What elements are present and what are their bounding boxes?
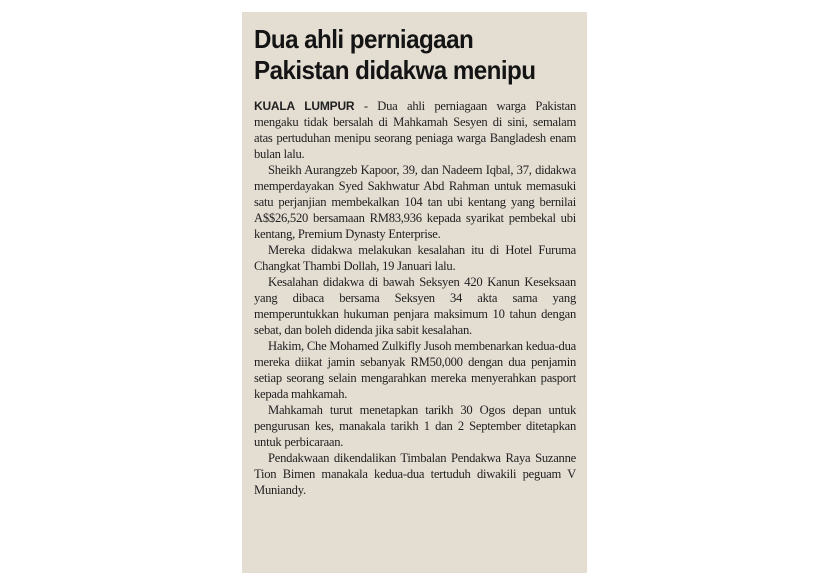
paragraph-prosecution: Pendakwaan dikendalikan Timbalan Pendakwa Raya Suzanne Tion Bimen manakala kedua-dua tertuduh diwakili peguam V Muniandy. <box>254 451 576 497</box>
lead-paragraph <box>254 98 576 162</box>
dateline: KUALA LUMPUR <box>254 99 355 113</box>
newspaper-clipping <box>242 12 587 573</box>
headline <box>254 24 553 86</box>
headline-line-2: Pakistan didakwa menipu <box>254 55 536 85</box>
paragraph-charge: Kesalahan didakwa di bawah Seksyen 420 Kanun Keseksaan yang dibaca bersama Seksyen 34 akta sama yang memperuntukkan hukuman penjara maksimum 10 tahun dengan sebat, dan boleh didenda jika sabit kesalahan. <box>254 275 576 337</box>
paragraph-dates: Mahkamah turut menetapkan tarikh 30 Ogos depan untuk pengurusan kes, manakala tarikh 1 dan 2 September ditetapkan untuk perbicaraan. <box>254 403 576 449</box>
article-body <box>254 98 576 498</box>
paragraph-bail: Hakim, Che Mohamed Zulkifly Jusoh membenarkan kedua-dua mereka diikat jamin sebanyak RM50,000 dengan dua penjamin setiap seorang selain mengarahkan mereka menyerahkan pasport kepada mahkamah. <box>254 339 576 401</box>
lead-text: - Dua ahli perniagaan warga Pakistan mengaku tidak bersalah di Mahkamah Sesyen di sini, semalam atas pertuduhan menipu seorang peniaga warga Bangladesh enam bulan lalu. <box>254 99 576 161</box>
paragraph-location: Mereka didakwa melakukan kesalahan itu di Hotel Furuma Changkat Thambi Dollah, 19 Januari lalu. <box>254 243 576 273</box>
paragraph-accused: Sheikh Aurangzeb Kapoor, 39, dan Nadeem Iqbal, 37, didakwa memperdayakan Syed Sakhwatur Abd Rahman untuk memasuki satu perjanjian membekalkan 104 tan ubi kentang yang bernilai A$$26,520 bersamaan RM83,936 kepada syarikat pembekal ubi kentang, Premium Dynasty Enterprise. <box>254 163 576 241</box>
headline-line-1: Dua ahli perniagaan <box>254 24 474 54</box>
